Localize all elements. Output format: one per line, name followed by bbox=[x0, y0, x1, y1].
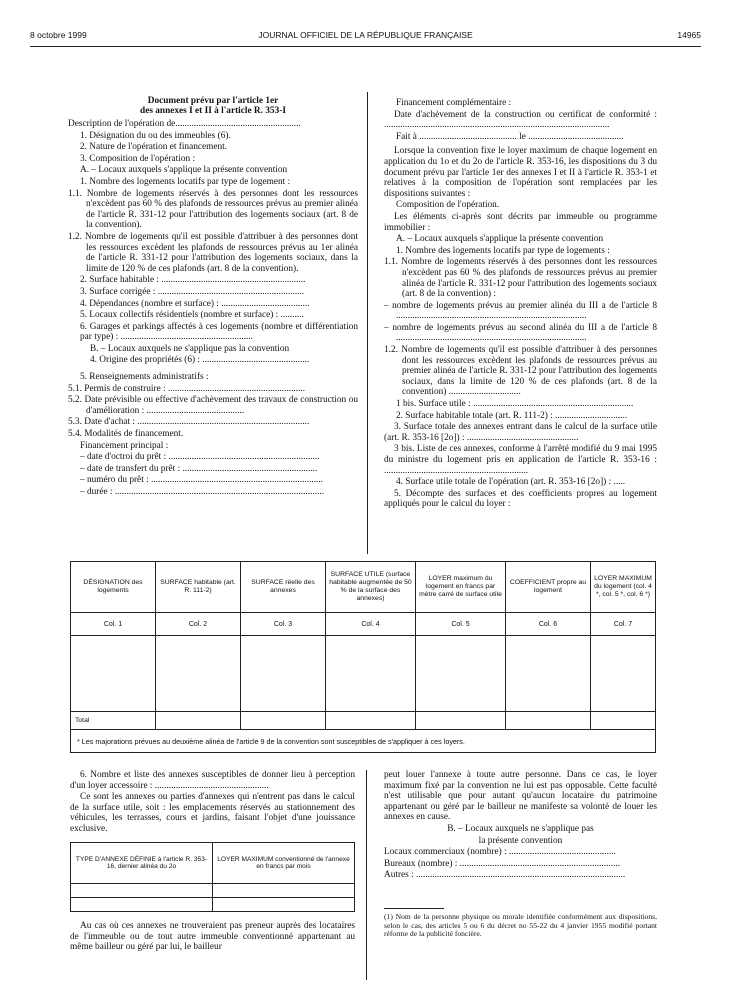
right-line: Les éléments ci-après sont décrits par immeuble ou programme immobilier : bbox=[384, 211, 657, 233]
section-heading: la présente convention bbox=[478, 835, 563, 846]
left-line: 5. Renseignements administratifs : bbox=[80, 372, 209, 383]
right-column bbox=[384, 98, 657, 511]
left-line: A. – Locaux auxquels s'applique la présente convention bbox=[80, 165, 288, 176]
table-cell bbox=[591, 712, 656, 730]
table-note: * Les majorations prévues au deuxième alinéa de l'article 9 de la convention sont susceptibles de s'appliquer à ces loyers. bbox=[71, 730, 656, 753]
column-divider bbox=[367, 92, 368, 554]
left-line: 5.3. Date d'achat : .......................................................................... bbox=[68, 417, 310, 428]
left-line: 2. Surface habitable : .............................................................. bbox=[80, 275, 306, 286]
table-cell: Col. 6 bbox=[506, 613, 591, 636]
form-line: Autres : .......................................................................................... bbox=[384, 870, 626, 881]
annexe-table bbox=[70, 842, 355, 912]
table-cell bbox=[71, 898, 213, 912]
table-row bbox=[71, 884, 355, 898]
table-header: DÉSIGNATION des logements bbox=[71, 562, 156, 613]
table-cell: Total bbox=[71, 712, 156, 730]
right-line: 1. Nombre des logements locatifs par type de logements : bbox=[396, 245, 610, 256]
table-cell bbox=[416, 636, 506, 712]
right-line: 4. Surface utile totale de l'opération (art. R. 353-16 [2o]) : ..... bbox=[396, 477, 626, 488]
table-cell bbox=[213, 898, 355, 912]
document-title: Document prévu par l'article 1er des annexes I et II à l'article R. 353-I bbox=[140, 96, 286, 116]
table-header: LOYER maximum du logement en francs par mètre carré de surface utile bbox=[416, 562, 506, 613]
bottom-left-column bbox=[70, 770, 355, 836]
table-row bbox=[71, 636, 656, 712]
table-cell bbox=[71, 884, 213, 898]
left-line: 5.2. Date prévisible ou effective d'achèvement des travaux de construction ou d'amélioration : .......................................... bbox=[68, 395, 358, 416]
left-line: Financement principal : bbox=[80, 440, 169, 451]
right-line: 1 bis. Surface utile : ..................................................................... bbox=[396, 399, 634, 410]
table-cell bbox=[326, 636, 416, 712]
right-line: Date d'achèvement de la construction ou certificat de conformité : ................................................................................................. bbox=[384, 109, 657, 131]
footnote-rule bbox=[384, 908, 444, 909]
header-journal: JOURNAL OFFICIEL DE LA RÉPUBLIQUE FRANÇAISE bbox=[258, 30, 473, 40]
left-line: 6. Garages et parkings affectés à ces logements (nombre et différentiation par type) : ......................................................... bbox=[80, 321, 358, 343]
table-cell bbox=[416, 712, 506, 730]
table-cell: Col. 3 bbox=[241, 613, 326, 636]
table-cell: Col. 1 bbox=[71, 613, 156, 636]
table-cell: Col. 4 bbox=[326, 613, 416, 636]
left-line: 1.1. Nombre de logements réservés à des personnes dont les ressources n'excèdent pas 60 % des plafonds de ressources prévus au premier alinéa de l'article R. 331-12 pour l'attribution des logements sociaux (art. 8 de la convention). bbox=[68, 188, 358, 231]
column-divider bbox=[366, 770, 367, 980]
left-line: 3. Composition de l'opération : bbox=[80, 153, 196, 164]
form-line: Bureaux (nombre) : ..................................................................... bbox=[384, 858, 621, 869]
section-heading: B. – Locaux auxquels ne s'applique pas bbox=[447, 823, 594, 834]
left-line: – date de transfert du prêt : .......................................................... bbox=[80, 463, 318, 474]
footnote: (1) Nom de la personne physique ou morale identifiée conformément aux dispositions, selon le cas, des articles 5 ou 6 du décret no 55-22 du 4 janvier 1955 modifié portant réforme de la publicité foncière. bbox=[384, 912, 657, 938]
table-cell bbox=[241, 712, 326, 730]
table-header-row bbox=[71, 843, 355, 884]
left-line: 1. Désignation du ou des immeubles (6). bbox=[80, 130, 231, 141]
loyer-table bbox=[70, 561, 656, 753]
left-line: 2. Nature de l'opération et financement. bbox=[80, 142, 228, 153]
table-cell bbox=[71, 636, 156, 712]
paragraph: Au cas où ces annexes ne trouveraient pas preneur auprès des locataires de l'immeuble ou de tout autre immeuble conventionné appartenant au même bailleur ou géré par lui, le bailleur bbox=[70, 921, 355, 953]
table-cell bbox=[241, 636, 326, 712]
right-line: 1.1. Nombre de logements réservés à des personnes dont les ressources n'excèdent pas 60 % des plafonds de ressources prévus au premier alinéa de l'article R. 331-12 pour l'attribution des logements sociaux (art. 8 de la convention) : bbox=[384, 257, 657, 300]
table-cell: Col. 5 bbox=[416, 613, 506, 636]
left-line: 1.2. Nombre de logements qu'il est possible d'attribuer à des personnes dont les ressources excèdent les plafonds de ressources prévus au 1er alinéa de l'article R. 331-12 pour l'attribution des logements sociaux, dans la limite de 120 % de ces plafonds (art. 8 de la convention). bbox=[68, 231, 358, 274]
right-line: Financement complémentaire : bbox=[396, 98, 512, 108]
left-line: – durée : .......................................................................................... bbox=[80, 487, 325, 497]
table-header: LOYER MAXIMUM du logement (col. 4 *, col. 5 *, col. 6 *) bbox=[591, 562, 656, 613]
table-header: LOYER MAXIMUM conventionné de l'annexe en francs par mois bbox=[213, 843, 355, 884]
right-line: 2. Surface habitable totale (art. R. 111-2) : ............................... bbox=[396, 410, 628, 421]
left-column bbox=[68, 96, 358, 499]
table-cell bbox=[213, 884, 355, 898]
right-line: 1.2. Nombre de logements qu'il est possible d'attribuer à des personnes dont les ressources excèdent les plafonds de ressources prévus au premier alinéa de l'article R. 331-12 pour l'attribution des logements sociaux, dans la limite de 120 % de ces plafonds (art. 8 de la convention) ............................... bbox=[384, 345, 657, 398]
left-line: 5.1. Permis de construire : ........................................................... bbox=[68, 383, 306, 394]
form-line: Locaux commerciaux (nombre) : .............................................. bbox=[384, 847, 616, 858]
table-note-row bbox=[71, 730, 656, 753]
left-line: Description de l'opération de...................................................... bbox=[68, 119, 301, 129]
header-rule bbox=[30, 46, 701, 47]
left-line: 1. Nombre des logements locatifs par type de logement : bbox=[80, 176, 291, 187]
right-line: A. – Locaux auxquels s'applique la présente convention bbox=[396, 234, 604, 245]
header-date: 8 octobre 1999 bbox=[30, 30, 87, 40]
left-line: – date d'octroi du prêt : ................................................................. bbox=[80, 452, 320, 463]
table-cell bbox=[591, 636, 656, 712]
left-line: 4. Origine des propriétés (6) : .............................................. bbox=[90, 355, 310, 366]
paragraph: peut louer l'annexe à toute autre personne. Dans ce cas, le loyer maximum fixé par la convention ne lui est pas opposable. Cette faculté n'est utilisable que pour autant qu'aucun locataire du patrimoine appartenant ou géré par le bailleur ne manifeste sa volonté de louer les annexes en cause. bbox=[384, 770, 657, 823]
table-row bbox=[71, 613, 656, 636]
left-line: 4. Dépendances (nombre et surface) : ...................................... bbox=[80, 298, 310, 309]
header-page-number: 14965 bbox=[677, 30, 701, 40]
table-header: COEFFICIENT propre au logement bbox=[506, 562, 591, 613]
table-cell bbox=[156, 636, 241, 712]
page-header bbox=[30, 30, 701, 44]
right-line: Fait à .......................................... le ......................................... bbox=[396, 131, 624, 142]
right-line: – nombre de logements prévus au second alinéa du III a de l'article 8 .................................................................................. bbox=[384, 322, 657, 344]
table-cell bbox=[506, 712, 591, 730]
paragraph: 6. Nombre et liste des annexes susceptibles de donner lieu à perception d'un loyer accessoire : ................................................. bbox=[70, 770, 355, 791]
left-line: B. – Locaux auxquels ne s'applique pas la convention bbox=[90, 343, 290, 354]
left-line: – numéro du prêt : .......................................................................... bbox=[80, 475, 323, 486]
right-line: – nombre de logements prévus au premier alinéa du III a de l'article 8 .................................................................................. bbox=[384, 300, 657, 322]
table-header: TYPE D'ANNEXE DÉFINIE à l'article R. 353-16, dernier alinéa du 2o bbox=[71, 843, 213, 884]
right-line: Lorsque la convention fixe le loyer maximum de chaque logement en application du 1o et du 2o de l'article R. 353-16, les dispositions du 3 du document prévu par l'article 1er des annexes I et II à l'article R. 353-1 et relatives à la composition de l'opération sont remplacées par les dispositions suivantes : bbox=[384, 146, 657, 199]
bottom-right-column bbox=[384, 770, 657, 882]
paragraph: Ce sont les annexes ou parties d'annexes qui n'entrent pas dans le calcul de la surface utile, soit : les emplacements réservés au stationnement des véhicules, les terrasses, cours et jardins, faisant l'objet d'une jouissance exclusive. bbox=[70, 792, 355, 834]
right-line: Composition de l'opération. bbox=[396, 200, 500, 211]
table-header-row bbox=[71, 562, 656, 613]
left-line: 3. Surface corrigée : ............................................................... bbox=[80, 286, 305, 297]
table-cell bbox=[156, 712, 241, 730]
table-cell bbox=[326, 712, 416, 730]
left-line: 5. Locaux collectifs résidentiels (nombre et surface) : .......... bbox=[80, 310, 304, 321]
right-line: 3. Surface totale des annexes entrant dans le calcul de la surface utile (art. R. 353-16 [2o]) : ................................................ bbox=[384, 422, 657, 443]
table-total-row bbox=[71, 712, 656, 730]
table-header: SURFACE réelle des annexes bbox=[241, 562, 326, 613]
right-line: 3 bis. Liste de ces annexes, conforme à l'arrêté modifié du 9 mai 1995 du ministre du logement pris en application de l'article R. 353-16 : .............................................................. bbox=[384, 444, 657, 476]
table-header: SURFACE habitable (art. R. 111-2) bbox=[156, 562, 241, 613]
table-row bbox=[71, 898, 355, 912]
table-cell bbox=[506, 636, 591, 712]
right-line: 5. Décompte des surfaces et des coefficients propres au logement appliqués pour le calcul du loyer : bbox=[384, 488, 657, 510]
table-cell: Col. 2 bbox=[156, 613, 241, 636]
table-cell: Col. 7 bbox=[591, 613, 656, 636]
left-line: 5.4. Modalités de financement. bbox=[68, 429, 184, 440]
table-header: SURFACE UTILE (surface habitable augmentée de 50 % de la surface des annexes) bbox=[326, 562, 416, 613]
